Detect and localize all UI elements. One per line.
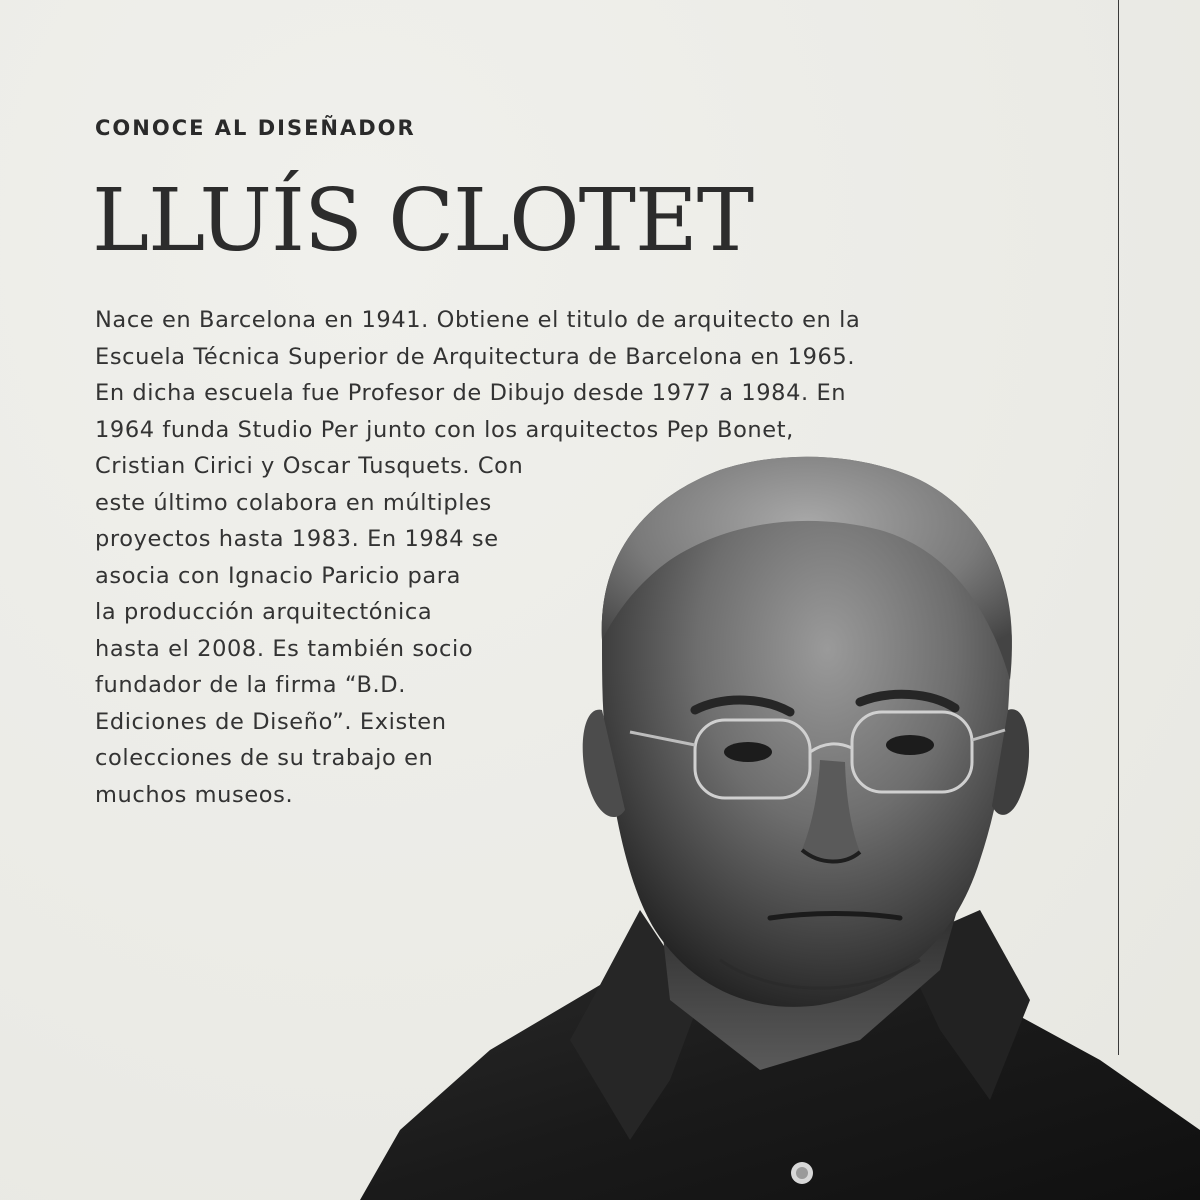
bio-line: Cristian Cirici y Oscar Tusquets. Con [95, 453, 524, 479]
bio-line: proyectos hasta 1983. En 1984 se [95, 526, 499, 552]
designer-name: LLUÍS CLOTET [92, 171, 754, 271]
bio-line: asocia con Ignacio Paricio para [95, 562, 461, 589]
bio-line: la producción arquitectónica [95, 599, 433, 625]
bio-line: muchos museos. [95, 781, 294, 808]
section-eyebrow: CONOCE AL DISEÑADOR [95, 116, 416, 140]
bio-line: colecciones de su trabajo en [95, 745, 434, 771]
bio-line: este último colabora en múltiples [95, 489, 492, 516]
bio-line: En dicha escuela fue Profesor de Dibujo desde 1977 a 1984. En [95, 380, 847, 406]
bio-line: hasta el 2008. Es también socio [95, 635, 474, 662]
bio-line: fundador de la firma “B.D. [95, 672, 406, 698]
bio-line: Nace en Barcelona en 1941. Obtiene el titulo de arquitecto en la [95, 307, 861, 333]
bio-line: Ediciones de Diseño”. Existen [95, 708, 447, 735]
bio-line: Escuela Técnica Superior de Arquitectura de Barcelona en 1965. [95, 343, 856, 370]
bio-line: 1964 funda Studio Per junto con los arquitectos Pep Bonet, [95, 416, 794, 443]
designer-portrait [340, 440, 1200, 1200]
